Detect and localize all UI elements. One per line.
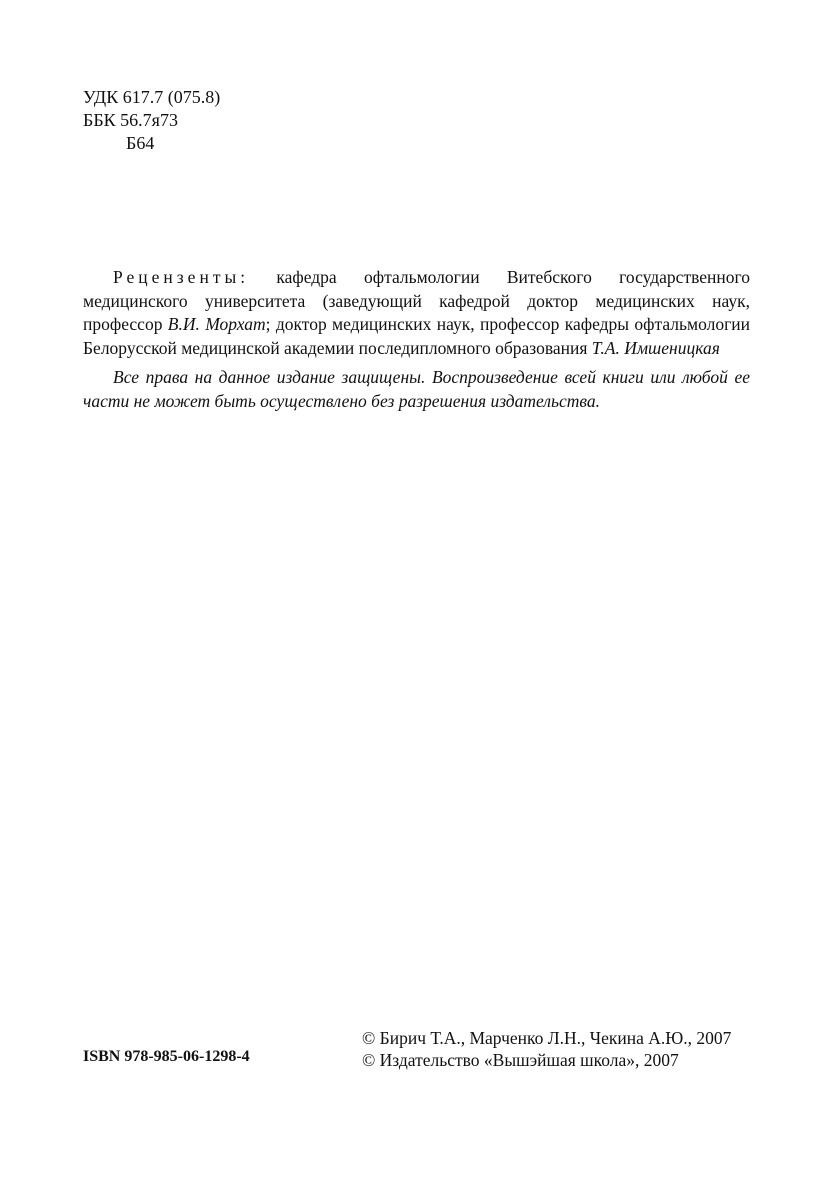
classification-block [83,86,220,155]
bbk-code: ББК 56.7я73 [83,110,178,130]
copyright-publisher: © Издательство «Вышэйшая школа», 2007 [362,1050,679,1070]
reviewers-text-2: ; доктор медицинских наук, профессор кафедры офтальмологии Белорусской медицинской академии последипломного образования [83,314,750,358]
reviewers-text-1: кафедра офтальмологии Витебского государственного медицинского университета (заведующий кафедрой доктор медицинских наук, профессор [83,267,750,334]
udk-code: УДК 617.7 (075.8) [83,87,221,107]
isbn: ISBN 978-985-06-1298-4 [83,1048,250,1065]
copyright-authors: © Бирич Т.А., Марченко Л.Н., Чекина А.Ю., 2007 [362,1028,732,1048]
reviewer-name-1: В.И. Морхат [167,314,266,334]
reviewers-label: Рецензенты: [113,267,250,287]
reviewer-name-2: Т.А. Имшеницкая [591,337,720,358]
reviewers-paragraph [83,266,750,360]
copyright-block [362,1027,731,1071]
rights-notice: Все права на данное издание защищены. Воспроизведение всей книги или любой ее части не может быть осуществлено без разрешения издательства. [83,367,750,411]
author-mark: Б64 [126,133,155,153]
